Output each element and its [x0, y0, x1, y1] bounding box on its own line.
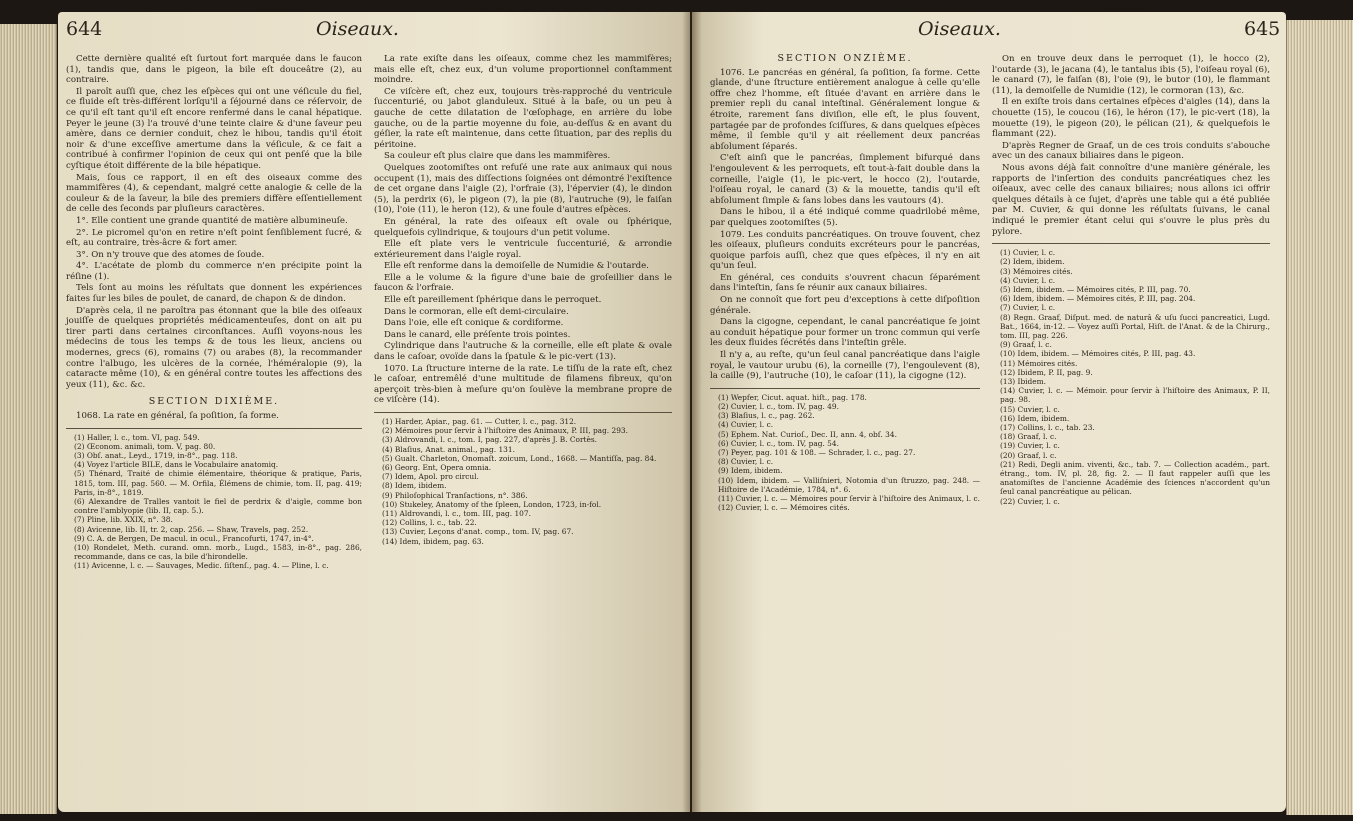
right-column-1-body [710, 68, 980, 382]
right-folio: 645 [1244, 18, 1281, 40]
footnote: (6) Cuvier, l. c., tom. IV, pag. 54. [718, 438, 839, 448]
paragraph: Dans le hibou, il a été indiqué comme quadrilobé même, par quelques zootomiſtes (5). [710, 207, 980, 228]
paragraph: Elle a le volume & la figure d'une baie de groſeillier dans le faucon & l'orfraie. [374, 272, 672, 294]
footnote: (7) Peyer, pag. 101 & 108. — Schrader, l. c., pag. 27. [718, 448, 916, 458]
paragraph: D'après cela, il ne paroîtra pas étonnant que la bile des oiſeaux jouiſſe de quelques propriétés médicamenteuſes, dont on ait pu tirer parti dans certaines circonſtances. Auſſi voyons-nous les médecins de tous les temps & de tous les lieux, anciens ou modernes, grecs (6), romains (7) ou arabes (8), la recommander contre l'albugo, les ulcères de la cornée, l'héméralopie (9), la cataracte même (10), & en général contre toutes les affections des yeux (11), &c. &c. [66, 305, 362, 390]
right-column-1 [710, 54, 980, 512]
footnote: (4) Blaſius, Anat. animal., pag. 131. [382, 444, 515, 454]
footnote: (13) Cuvier, Leçons d'anat. comp., tom. IV, pag. 67. [382, 527, 574, 537]
paragraph: Il n'y a, au reſte, qu'un ſeul canal pancréatique dans l'aigle royal, le vautour urubu (6), la corneille (7), l'engoulevent (8), la caille (9), l'autruche (10), le caſoar (11), la cigogne (12). [710, 350, 980, 382]
paragraph: Dans la cigogne, cependant, le canal pancréatique ſe joint au conduit hépatique pour former un tronc commun qui verſe les deux fluides ſécrétés dans l'inteſtin grêle. [710, 317, 980, 349]
footnote: (10) Idem, ibidem. — Mémoires cités, P. III, pag. 43. [1000, 349, 1196, 359]
footnote: (9) Idem, ibidem. [718, 466, 783, 476]
footnote: (18) Graaf, l. c. [1000, 432, 1057, 442]
paragraph: 2°. Le picromel qu'on en retire n'eſt point ſenſiblement ſucré, & eſt, au contraire, très-âcre & fort amer. [66, 227, 362, 249]
footnote: (9) Graaf, l. c. [1000, 340, 1052, 350]
footnote: (2) Cuvier, l. c., tom. IV, pag. 49. [718, 402, 839, 412]
paragraph: Tels ſont au moins les réſultats que donnent les expériences faites ſur les biles de poulet, de canard, de chapon & de dindon. [66, 283, 362, 305]
paragraph: Quelques zootomiſtes ont refuſé une rate aux animaux qui nous occupent (1), mais des diſſections ſoignées ont démontré l'exiſtence de cet organe dans l'aigle (2), l'orfraie (3), l'épervier (4), le dindon (5), la perdrix (6), le pigeon (7), la pie (8), l'autruche (9), le faiſan (10), l'oie (11), le heron (12), & une foule d'autres eſpèces. [374, 162, 672, 216]
footnote: (12) Collins, l. c., tab. 22. [382, 518, 477, 528]
footnote: (5) Gualt. Charleton, Onomaſt. zoicum, Lond., 1668. — Mantiſſa, pag. 84. [382, 453, 657, 463]
right-column-2-notes [992, 248, 1270, 506]
footnote: (7) Pline, lib. XXIX, n°. 38. [74, 515, 173, 525]
footnote: (11) Aldrovandi, l. c., tom. III, pag. 107. [382, 509, 531, 519]
footnote: (14) Idem, ibidem, pag. 63. [382, 536, 484, 546]
paragraph: D'après Regner de Graaf, un de ces trois conduits s'abouche avec un des canaux biliaires dans le pigeon. [992, 140, 1270, 162]
footnote: (6) Idem, ibidem. — Mémoires cités, P. III, pag. 204. [1000, 294, 1196, 304]
paragraph: Mais, ſous ce rapport, il en eſt des oiseaux comme des mammifères (4), & cependant, malgré cette analogie & celle de la couleur & de la ſaveur, la bile des premiers diffère eſſentiellement de celle des ſeconds par pluſieurs caractères. [66, 172, 362, 215]
footnote: (21) Redi, Degli anim. viventi, &c., tab. 7. — Collection académ., part. étrang., tom. IV, pl. 28, fig. 2. — Il faut rappeler auſſi que les anatomiſtes de l'ancienne Académie des ſciences n'accordent qu'un ſeul canal pancréatique au pélican. [1000, 459, 1270, 497]
footnote: (8) Avicenne, lib. II, tr. 2, cap. 256. — Shaw, Travels, pag. 252. [74, 524, 309, 534]
paragraph: On ne connoît que fort peu d'exceptions à cette diſpoſition générale. [710, 295, 980, 316]
footnote: (14) Cuvier, l. c. — Mémoir. pour ſervir à l'hiſtoire des Animaux, P. II, pag. 98. [1000, 386, 1270, 405]
footnote: (2) Mémoires pour ſervir à l'hiſtoire des Animaux, P. III, pag. 293. [382, 426, 628, 436]
footnote: (10) Stukeley, Anatomy of the ſpleen, London, 1723, in-fol. [382, 499, 602, 509]
footnote: (1) Harder, Apiar., pag. 61. — Cutter, l. c., pag. 312. [382, 417, 577, 426]
paragraph: Dans le canard, elle préſente trois pointes. [384, 329, 571, 340]
footnote: (3) Mémoires cités. [1000, 266, 1073, 276]
right-page-stack [1286, 20, 1353, 815]
paragraph: C'eſt ainſi que le pancréas, ſimplement bifurqué dans l'engoulevent & les perroquets, eſt tout-à-fait double dans la corneille, l'aigle (1), le pic-vert, le hocco (2), l'outarde, l'oiſeau royal, le canard (3) & la mouette, tandis qu'il eſt abſolument ſimple & ſans lobes dans les vautours (4). [710, 153, 980, 206]
footnote: (7) Idem, Apol. pro circul. [382, 472, 479, 482]
footnote: (15) Cuvier, l. c. [1000, 404, 1060, 414]
paragraph: Il paroît auſſi que, chez les eſpèces qui ont une véſicule du fiel, ce fluide eſt très-différent lorſqu'il a ſéjourné dans ce réſervoir, de ce qu'il eſt tant qu'il eſt encore renfermé dans le canal hépatique. Peyer le jeune (3) l'a trouvé d'une teinte claire & d'une ſaveur peu amère, dans ce dernier conduit, chez le hibou, tandis qu'il étoit noir & d'une exceſſive amertume dans la véſicule, & ce fait a contribué à confirmer l'opinion de ceux qui ont penſé que la bile cyſtique étoit différente de la bile hépatique. [66, 86, 362, 171]
paragraph: Ce viſcère eſt, chez eux, toujours très-rapproché du ventricule ſuccenturié, ou jabot glanduleux. Situé à la baſe, ou un peu à gauche de cette dilatation de l'œſophage, en arrière du lobe gauche, ou de la partie moyenne du foie, au-deſſus & en avant du géſier, la rate eſt maintenue, dans cette ſituation, par des replis du péritoine. [374, 86, 672, 150]
paragraph: 1079. Les conduits pancréatiques. On trouve ſouvent, chez les oiſeaux, pluſieurs conduits excréteurs pour le pancréas, quoique parfois auſſi, chez que ques eſpèces, il n'y en ait qu'un ſeul. [710, 229, 980, 272]
footnote: (6) Alexandre de Tralles vantoit le fiel de perdrix & d'aigle, comme bon contre l'amblyopie (lib. II, cap. 5.). [74, 497, 362, 516]
left-column-2 [374, 54, 672, 546]
paragraph: Dans l'oie, elle eſt conique & cordiforme. [384, 318, 564, 329]
footnote: (11) Cuvier, l. c. — Mémoires pour ſervir à l'hiſtoire des Animaux, l. c. [718, 494, 980, 504]
footnote: (2) Idem, ibidem. [1000, 257, 1065, 267]
left-column-1-notes [66, 433, 362, 571]
paragraph: Nous avons déjà fait connoître d'une manière générale, les rapports de l'inſertion des conduits pancréatiques chez les oiſeaux, avec celle des canaux biliaires; nous allons ici offrir quelques détails à ce ſujet, d'après une table qui a été publiée par M. Cuvier, & qui donne les réſultats ſuivans, le canal indiqué le premier étant celui qui s'ouvre le plus près du pylore. [992, 162, 1270, 237]
footnote: (20) Graaf, l. c. [1000, 450, 1057, 460]
footnote: (8) Idem, ibidem. [382, 481, 447, 491]
paragraph: En général, ces conduits s'ouvrent chacun ſéparément dans l'inteſtin, ſans ſe réunir aux canaux biliaires. [710, 272, 980, 294]
footnote: (6) Georg. Ent, Opera omnia. [382, 463, 492, 473]
footnote: (7) Cuvier, l. c. [1000, 303, 1056, 313]
footnote: (4) Voyez l'article BILE, dans le Vocabulaire anatomiq. [74, 460, 279, 470]
section-para-1068: 1068. La rate en général, ſa poſition, ſa forme. [76, 411, 279, 421]
left-column-2-body [374, 54, 672, 406]
paragraph: 4°. L'acétate de plomb du commerce n'en précipite point la réſine (1). [66, 261, 362, 282]
left-folio: 644 [66, 18, 103, 40]
footnote: (22) Cuvier, l. c. [1000, 496, 1060, 506]
section-title-onzieme: SECTION ONZIÈME. [777, 53, 913, 64]
paragraph: Sa couleur eſt plus claire que dans les mammifères. [384, 151, 611, 162]
footnote-rule [710, 388, 980, 389]
footnote: (3) Aldrovandi, l. c., tom. I, pag. 227, d'après J. B. Cortès. [382, 435, 598, 445]
section-title-dixieme: SECTION DIXIÈME. [148, 396, 280, 408]
footnote: (9) Philoſophical Tranſactions, n°. 386. [382, 490, 528, 500]
footnote: (4) Cuvier, l. c. [1000, 275, 1056, 285]
footnote: (1) Wepfer, Cicut. aquat. hiſt., pag. 178. [718, 392, 867, 402]
left-column-2-notes [374, 417, 672, 546]
footnote-rule [374, 412, 672, 413]
paragraph: 1070. La ſtructure interne de la rate. Le tiſſu de la rate eſt, chez le caſoar, entremêlé d'une multitude de filamens fibreux, qu'on aperçoit très-bien à meſure qu'on ſoulève la membrane propre de ce viſcère (14). [374, 363, 672, 406]
footnote: (1) Haller, l. c., tom. VI, pag. 549. [74, 432, 200, 442]
right-running-head: Oiseaux. [918, 18, 1001, 40]
right-column-2 [992, 54, 1270, 506]
paragraph: 1076. Le pancréas en général, ſa poſition, ſa forme. Cette glande, d'une ſtructure entièrement analogue à celle qu'elle offre chez l'homme, eſt ſituée d'avant en arrière dans le premier repli du canal inteſtinal. Généralement longue & étroite, rarement ſans diviſion, elle eſt, le plus ſouvent, partagée par de profondes ſciſſures, & dans quelques eſpèces même, il ſemble qu'il y ait réellement deux pancréas abſolument ſéparés. [710, 67, 980, 152]
paragraph: 1°. Elle contient une grande quantité de matière albumineuſe. [76, 215, 348, 226]
paragraph: 3°. On n'y trouve que des atomes de ſoude. [76, 249, 265, 260]
footnote: (5) Idem, ibidem. — Mémoires cités, P. III, pag. 70. [1000, 284, 1191, 294]
paragraph: Cylindrique dans l'autruche & la corneille, elle eſt plate & ovale dans le caſoar, ovoïde dans la ſpatule & le pic-vert (13). [374, 341, 672, 363]
left-running-head: Oiseaux. [316, 18, 399, 40]
footnote: (1) Cuvier, l. c. [1000, 248, 1056, 258]
footnote: (3) Obſ. anat., Leyd., 1719, in-8°., pag. 118. [74, 451, 238, 460]
book-gutter [682, 12, 702, 812]
paragraph: Cette dernière qualité eſt ſurtout fort marquée dans le faucon (1), tandis que, dans le pigeon, la bile eſt douceâtre (2), au contraire. [66, 54, 362, 86]
footnote: (12) Cuvier, l. c. — Mémoires cités. [718, 503, 850, 513]
footnote: (17) Collins, l. c., tab. 23. [1000, 422, 1095, 432]
footnote: (13) Ibidem. [1000, 376, 1046, 386]
left-column-1 [66, 54, 362, 571]
footnote: (5) Thénard, Traité de chimie élémentaire, théorique & pratique, Paris, 1815, tom. III, pag. 560. — M. Orfila, Élémens de chimie, tom. II, pag. 419; Paris, in-8°., 1819. [74, 469, 362, 497]
footnote: (10) Rondelet, Meth. curand. omn. morb., Lugd., 1583, in-8°., pag. 286, recommande, dans ce cas, la bile d'hirondelle. [74, 543, 362, 562]
footnote: (2) Œconom. animali, tom. V, pag. 80. [74, 441, 216, 451]
footnote: (8) Cuvier, l. c. [718, 457, 774, 467]
right-column-2-body [992, 54, 1270, 237]
footnote: (4) Cuvier, l. c. [718, 420, 774, 430]
right-page [692, 12, 1286, 812]
footnote: (10) Idem, ibidem. — Valliſnieri, Notomia d'un ſtruzzo, pag. 248. — Hiſtoire de l'Académie, 1784, n°. 6. [718, 475, 980, 494]
footnote: (3) Blaſius, l. c., pag. 262. [718, 411, 815, 421]
paragraph: On en trouve deux dans le perroquet (1), le hocco (2), l'outarde (3), le jacana (4), le tantalus ibis (5), l'oiſeau royal (6), le canard (7), le faiſan (8), l'oie (9), le butor (10), le flammant (11), la demoiſelle de Numidie (12), le cormoran (13), &c. [992, 54, 1270, 96]
footnote-rule [992, 243, 1270, 244]
footnote: (16) Idem, ibidem. [1000, 413, 1070, 423]
paragraph: Il en exiſte trois dans certaines eſpèces d'aigles (14), dans la chouette (15), le coucou (16), le héron (17), le pic-vert (18), la mouette (19), le pigeon (20), le pélican (21), & quelquefois le flammant (22). [992, 97, 1270, 140]
left-page-stack [0, 24, 57, 814]
left-page [58, 12, 690, 812]
footnote: (8) Regn. Graaf, Diſput. med. de naturâ & uſu ſucci pancreatici, Lugd. Bat., 1664, in-12. — Voyez auſſi Portal, Hiſt. de l'Anat. & de la Chirurg., tom. III, pag. 226. [1000, 312, 1270, 340]
left-column-1-body [66, 54, 362, 390]
footnote: (12) Ibidem, P. II, pag. 9. [1000, 367, 1093, 377]
paragraph: Elle eſt pareillement ſphérique dans le perroquet. [384, 295, 602, 306]
footnote: (11) Mémoires cités. [1000, 358, 1078, 368]
paragraph: Elle eſt plate vers le ventricule ſuccenturié, & arrondie extérieurement dans l'aigle royal. [374, 239, 672, 260]
footnote: (11) Avicenne, l. c. — Sauvages, Medic. ſiſtenſ., pag. 4. — Pline, l. c. [74, 561, 329, 571]
paragraph: Dans le cormoran, elle eſt demi-circulaire. [384, 306, 569, 317]
paragraph: En général, la rate des oiſeaux eſt ovale ou ſphérique, quelquefois cylindrique, & toujours d'un petit volume. [374, 216, 672, 238]
paragraph: Elle eſt renforme dans la demoiſelle de Numidie & l'outarde. [384, 261, 649, 272]
footnote: (9) C. A. de Bergen, De macul. in ocul., Francofurti, 1747, in-4°. [74, 533, 314, 543]
footnote: (5) Ephem. Nat. Curioſ., Dec. II, ann. 4, obſ. 34. [718, 429, 897, 439]
right-column-1-notes [710, 393, 980, 513]
footnote: (19) Cuvier, l. c. [1000, 441, 1060, 451]
paragraph: La rate exiſte dans les oiſeaux, comme chez les mammifères; mais elle eſt, chez eux, d'un volume proportionnel conſtamment moindre. [374, 54, 672, 86]
footnote-rule [66, 428, 362, 429]
